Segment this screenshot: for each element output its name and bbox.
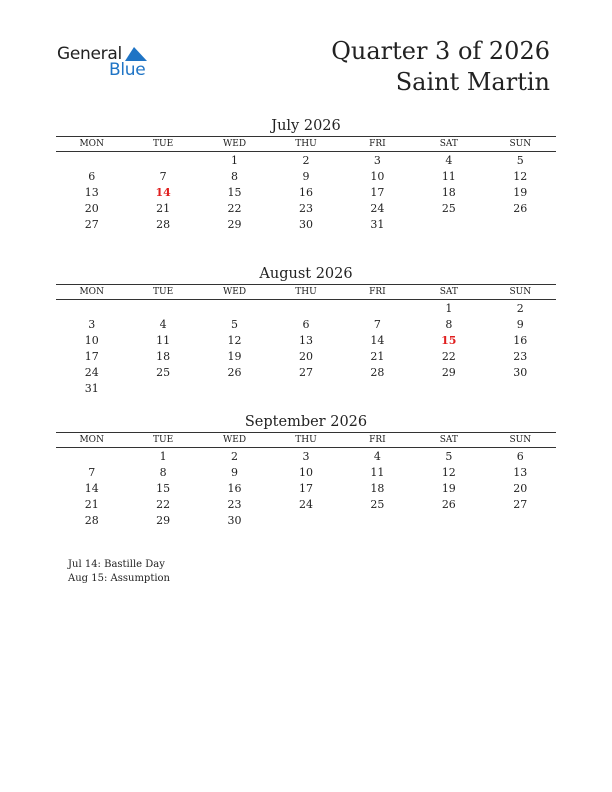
holiday-day-cell: 15 <box>441 333 457 347</box>
day-cell: 29 <box>156 513 171 527</box>
day-cell: 2 <box>516 301 524 315</box>
week-row <box>56 380 556 396</box>
day-cell: 9 <box>302 169 310 183</box>
weekday-header: WED <box>199 285 270 300</box>
day-cell: 21 <box>84 497 99 511</box>
day-cell: 10 <box>84 333 99 347</box>
day-cell: 27 <box>298 365 313 379</box>
day-cell: 21 <box>370 349 385 363</box>
day-cell: 27 <box>84 217 99 231</box>
day-cell: 15 <box>156 481 171 495</box>
day-cell: 23 <box>513 349 528 363</box>
empty-day-cell <box>270 300 341 317</box>
day-cell: 12 <box>227 333 242 347</box>
empty-day-cell <box>56 152 127 169</box>
holiday-notes <box>68 558 170 586</box>
day-cell: 11 <box>156 333 171 347</box>
day-cell: 7 <box>373 317 381 331</box>
day-cell: 18 <box>441 185 456 199</box>
day-cell: 30 <box>513 365 528 379</box>
empty-day-cell <box>342 300 413 317</box>
weekday-header: WED <box>199 137 270 152</box>
day-cell: 4 <box>445 153 453 167</box>
week-row <box>56 168 556 184</box>
week-row <box>56 348 556 364</box>
day-cell: 9 <box>516 317 524 331</box>
week-row <box>56 496 556 512</box>
day-cell: 8 <box>231 169 239 183</box>
day-cell: 20 <box>84 201 99 215</box>
calendar-body <box>56 152 556 233</box>
month-title: September 2026 <box>244 414 368 430</box>
day-cell: 22 <box>441 349 456 363</box>
day-cell: 29 <box>227 217 242 231</box>
day-cell: 12 <box>513 169 528 183</box>
day-cell: 20 <box>513 481 528 495</box>
weekday-header: MON <box>56 433 127 448</box>
weekday-header: SAT <box>413 137 484 152</box>
weekday-header: FRI <box>342 137 413 152</box>
title-country: Saint Martin <box>395 68 550 96</box>
day-cell: 17 <box>84 349 99 363</box>
day-cell: 5 <box>231 317 239 331</box>
day-cell: 25 <box>441 201 456 215</box>
empty-day-cell <box>270 380 341 396</box>
day-cell: 11 <box>441 169 456 183</box>
day-cell: 24 <box>84 365 99 379</box>
weekday-header: TUE <box>127 285 198 300</box>
weekday-header: THU <box>270 285 341 300</box>
day-cell: 10 <box>298 465 313 479</box>
empty-day-cell <box>270 512 341 528</box>
calendar-grid <box>56 136 556 232</box>
day-cell: 26 <box>441 497 456 511</box>
week-row <box>56 316 556 332</box>
calendar-grid <box>56 432 556 528</box>
weekday-header: SUN <box>485 285 556 300</box>
day-cell: 1 <box>159 449 167 463</box>
day-cell: 28 <box>370 365 385 379</box>
day-cell: 22 <box>156 497 171 511</box>
empty-day-cell <box>342 380 413 396</box>
day-cell: 2 <box>302 153 310 167</box>
day-cell: 3 <box>302 449 310 463</box>
day-cell: 13 <box>513 465 528 479</box>
week-row <box>56 364 556 380</box>
day-cell: 24 <box>370 201 385 215</box>
weekday-header: SAT <box>413 433 484 448</box>
day-cell: 17 <box>370 185 385 199</box>
empty-day-cell <box>413 512 484 528</box>
day-cell: 21 <box>156 201 171 215</box>
day-cell: 25 <box>370 497 385 511</box>
empty-day-cell <box>413 380 484 396</box>
weekday-header-row <box>56 285 556 300</box>
empty-day-cell <box>127 152 198 169</box>
day-cell: 3 <box>88 317 96 331</box>
week-row <box>56 448 556 465</box>
day-cell: 6 <box>88 169 96 183</box>
week-row <box>56 512 556 528</box>
weekday-header: MON <box>56 285 127 300</box>
month-september <box>56 412 556 528</box>
weekday-header: SAT <box>413 285 484 300</box>
weekday-header: TUE <box>127 137 198 152</box>
day-cell: 4 <box>159 317 167 331</box>
week-row <box>56 464 556 480</box>
month-august <box>56 264 556 396</box>
day-cell: 8 <box>445 317 453 331</box>
day-cell: 18 <box>156 349 171 363</box>
day-cell: 15 <box>227 185 242 199</box>
week-row <box>56 300 556 317</box>
empty-day-cell <box>56 448 127 465</box>
holiday-note: Jul 14: Bastille Day <box>68 559 165 570</box>
day-cell: 23 <box>298 201 313 215</box>
calendar-body <box>56 300 556 397</box>
logo-general-text: General <box>57 44 122 64</box>
title-quarter: Quarter 3 of 2026 <box>331 37 550 65</box>
day-cell: 6 <box>516 449 524 463</box>
week-row <box>56 152 556 169</box>
day-cell: 11 <box>370 465 385 479</box>
day-cell: 26 <box>513 201 528 215</box>
day-cell: 29 <box>441 365 456 379</box>
day-cell: 27 <box>513 497 528 511</box>
weekday-header: SUN <box>485 433 556 448</box>
day-cell: 26 <box>227 365 242 379</box>
day-cell: 2 <box>231 449 239 463</box>
logo-flag-icon <box>125 47 147 61</box>
day-cell: 7 <box>159 169 167 183</box>
day-cell: 28 <box>156 217 171 231</box>
day-cell: 5 <box>445 449 453 463</box>
day-cell: 30 <box>227 513 242 527</box>
weekday-header: FRI <box>342 433 413 448</box>
day-cell: 14 <box>370 333 385 347</box>
month-title: July 2026 <box>271 118 341 134</box>
day-cell: 23 <box>227 497 242 511</box>
day-cell: 14 <box>84 481 99 495</box>
empty-day-cell <box>485 216 556 232</box>
day-cell: 5 <box>516 153 524 167</box>
empty-day-cell <box>199 380 270 396</box>
empty-day-cell <box>485 380 556 396</box>
week-row <box>56 200 556 216</box>
logo <box>57 44 157 84</box>
day-cell: 16 <box>513 333 528 347</box>
week-row <box>56 332 556 348</box>
day-cell: 6 <box>302 317 310 331</box>
day-cell: 8 <box>159 465 167 479</box>
calendar-grid <box>56 284 556 396</box>
day-cell: 25 <box>156 365 171 379</box>
empty-day-cell <box>342 512 413 528</box>
day-cell: 20 <box>298 349 313 363</box>
month-title: August 2026 <box>259 266 353 282</box>
weekday-header: SUN <box>485 137 556 152</box>
day-cell: 13 <box>298 333 313 347</box>
month-july <box>56 116 556 232</box>
empty-day-cell <box>127 300 198 317</box>
weekday-header: THU <box>270 433 341 448</box>
empty-day-cell <box>199 300 270 317</box>
weekday-header-row <box>56 433 556 448</box>
holiday-note: Aug 15: Assumption <box>68 573 171 584</box>
day-cell: 31 <box>84 381 99 395</box>
weekday-header: THU <box>270 137 341 152</box>
week-row <box>56 216 556 232</box>
day-cell: 9 <box>231 465 239 479</box>
week-row <box>56 480 556 496</box>
weekday-header: WED <box>199 433 270 448</box>
week-row <box>56 184 556 200</box>
weekday-header-row <box>56 137 556 152</box>
day-cell: 24 <box>298 497 313 511</box>
page-title <box>331 36 550 98</box>
empty-day-cell <box>413 216 484 232</box>
day-cell: 16 <box>298 185 313 199</box>
day-cell: 1 <box>231 153 239 167</box>
day-cell: 3 <box>373 153 381 167</box>
day-cell: 19 <box>513 185 528 199</box>
calendar-body <box>56 448 556 529</box>
day-cell: 28 <box>84 513 99 527</box>
day-cell: 22 <box>227 201 242 215</box>
day-cell: 17 <box>298 481 313 495</box>
day-cell: 7 <box>88 465 96 479</box>
day-cell: 19 <box>227 349 242 363</box>
empty-day-cell <box>485 512 556 528</box>
day-cell: 18 <box>370 481 385 495</box>
logo-blue-text: Blue <box>109 60 146 80</box>
day-cell: 1 <box>445 301 453 315</box>
weekday-header: TUE <box>127 433 198 448</box>
day-cell: 10 <box>370 169 385 183</box>
day-cell: 19 <box>441 481 456 495</box>
day-cell: 4 <box>373 449 381 463</box>
weekday-header: MON <box>56 137 127 152</box>
day-cell: 30 <box>298 217 313 231</box>
holiday-day-cell: 14 <box>155 185 171 199</box>
empty-day-cell <box>127 380 198 396</box>
empty-day-cell <box>56 300 127 317</box>
weekday-header: FRI <box>342 285 413 300</box>
day-cell: 16 <box>227 481 242 495</box>
day-cell: 13 <box>84 185 99 199</box>
day-cell: 12 <box>441 465 456 479</box>
day-cell: 31 <box>370 217 385 231</box>
